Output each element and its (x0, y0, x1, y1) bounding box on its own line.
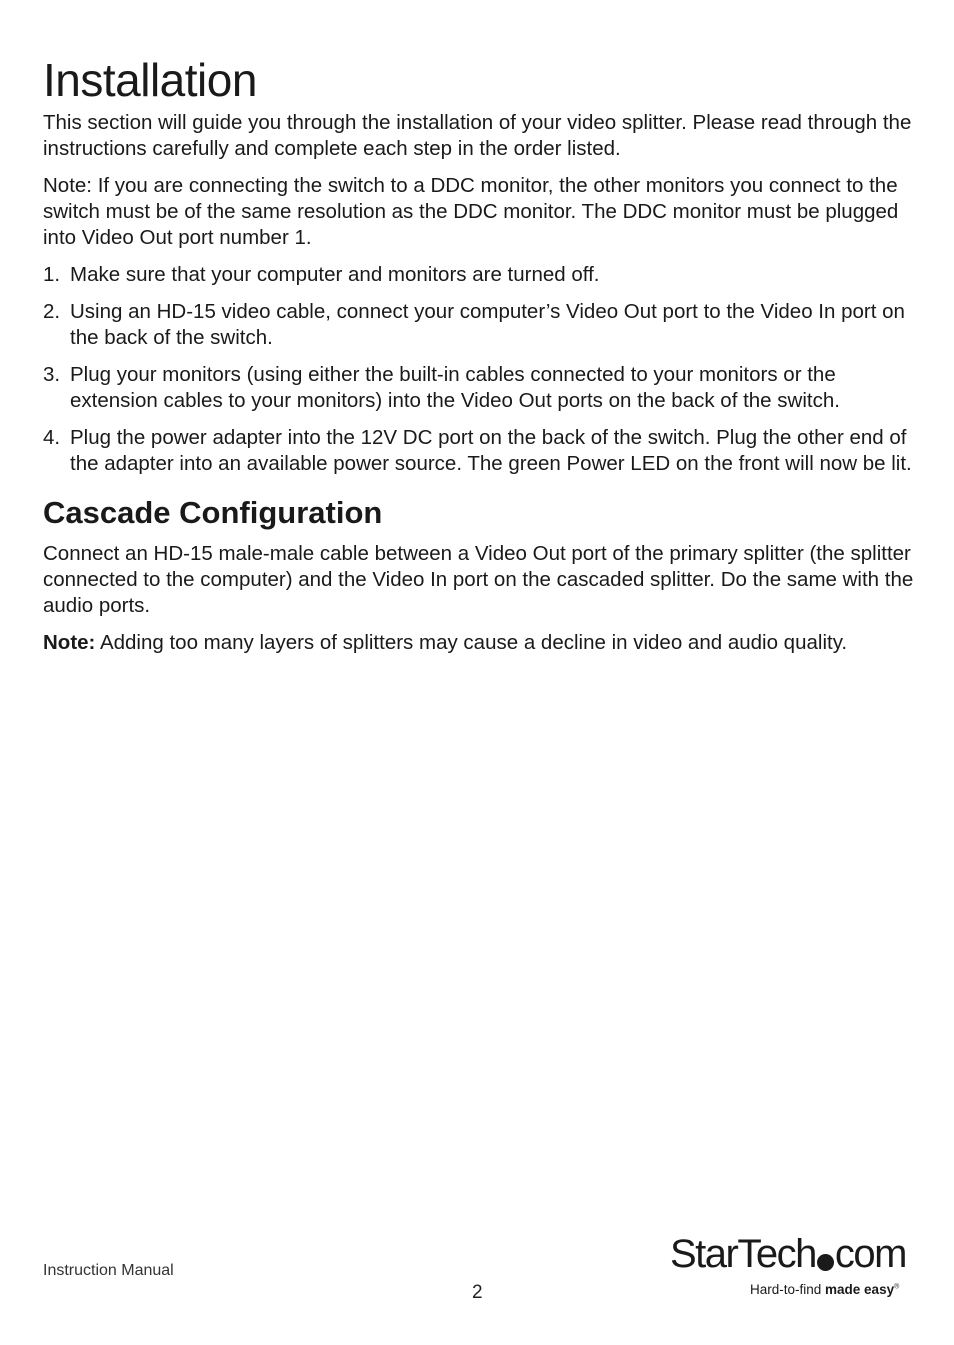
step-text: Plug the power adapter into the 12V DC port on the back of the switch. Plug the other end of the adapter into an available power source. The green Power LED on the front will now be lit. (70, 426, 912, 475)
step-number: 3. (43, 363, 61, 386)
page-content (43, 50, 915, 656)
cascade-note (43, 630, 915, 656)
step-number: 4. (43, 426, 61, 449)
logo-dot-icon (817, 1254, 834, 1271)
page-number: 2 (472, 1282, 483, 1303)
intro-paragraph: This section will guide you through the installation of your video splitter. Please read through the instructions carefully and complete each step in the order listed. (43, 111, 912, 160)
cascade-heading: Cascade Configuration (43, 495, 383, 530)
step-item (43, 362, 915, 414)
logo-brand: StarTech (670, 1232, 816, 1276)
logo-tagline (750, 1282, 899, 1297)
step-number: 2. (43, 300, 61, 323)
logo-suffix: com (834, 1232, 906, 1276)
tagline-plain: Hard-to-find (750, 1282, 826, 1297)
step-text: Make sure that your computer and monitors are turned off. (70, 263, 600, 286)
footer-manual-label: Instruction Manual (43, 1262, 174, 1279)
step-text: Using an HD-15 video cable, connect your computer’s Video Out port to the Video In port on the back of the switch. (70, 300, 905, 349)
startech-logo (670, 1232, 915, 1304)
installation-steps (43, 262, 915, 477)
step-text: Plug your monitors (using either the built-in cables connected to your monitors or the extension cables to your monitors) into the Video Out ports on the back of the switch. (70, 363, 840, 412)
note-text: Adding too many layers of splitters may cause a decline in video and audio quality. (95, 631, 848, 654)
registered-mark: ® (894, 1283, 900, 1291)
logo-wordmark (670, 1232, 906, 1276)
step-number: 1. (43, 263, 61, 286)
step-item (43, 425, 915, 477)
ddc-note-paragraph: Note: If you are connecting the switch to a DDC monitor, the other monitors you connect to the switch must be of the same resolution as the DDC monitor. The DDC monitor must be plugged into Video Out port number 1. (43, 174, 899, 249)
step-item (43, 299, 915, 351)
tagline-bold: made easy (825, 1282, 895, 1297)
cascade-paragraph: Connect an HD-15 male-male cable between a Video Out port of the primary splitter (the splitter connected to the computer) and the Video In port on the cascaded splitter. Do the same with the audio ports. (43, 542, 914, 617)
note-label: Note: (43, 631, 96, 654)
page-title: Installation (43, 54, 257, 106)
step-item (43, 262, 915, 288)
